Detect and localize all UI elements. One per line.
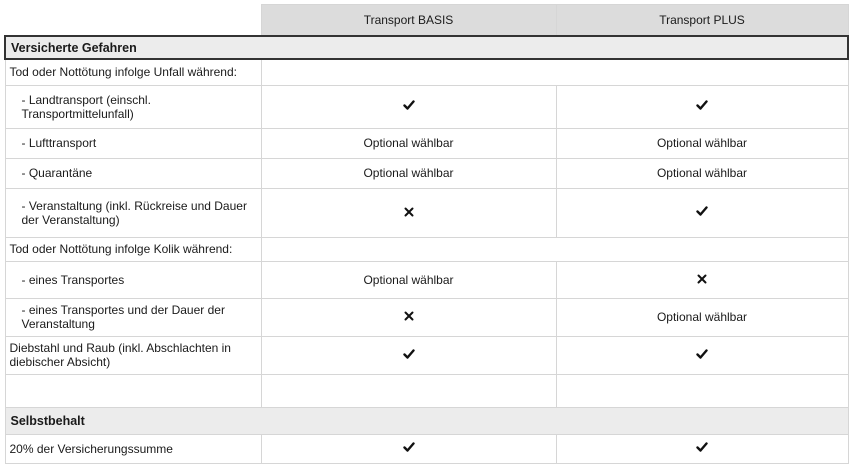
- plus-cell: [556, 261, 848, 298]
- section-title: Selbstbehalt: [5, 407, 848, 434]
- row-label: Diebstahl und Raub (inkl. Abschlachten in diebischer Absicht): [5, 336, 261, 374]
- section-versicherte-gefahren: [5, 36, 848, 59]
- basis-cell: [261, 188, 556, 237]
- check-icon: [696, 205, 708, 217]
- basis-cell: [261, 85, 556, 128]
- empty-cell: [261, 374, 556, 407]
- section-title: Versicherte Gefahren: [5, 36, 848, 59]
- cross-icon: [404, 207, 414, 217]
- plus-cell: Optional wählbar: [556, 128, 848, 158]
- basis-cell: [261, 298, 556, 336]
- group-row-unfall: [5, 59, 848, 85]
- empty-row: [5, 374, 848, 407]
- row-label: - Quarantäne: [5, 158, 261, 188]
- group-label: Tod oder Nottötung infolge Unfall während:: [5, 59, 261, 85]
- basis-cell: [261, 336, 556, 374]
- header-plus: Transport PLUS: [556, 5, 848, 37]
- check-icon: [696, 348, 708, 360]
- check-icon: [403, 99, 415, 111]
- basis-cell: Optional wählbar: [261, 261, 556, 298]
- plus-cell: Optional wählbar: [556, 158, 848, 188]
- plus-cell: [556, 188, 848, 237]
- plus-cell: [556, 434, 848, 463]
- table-row: [5, 434, 848, 463]
- row-label: - Lufttransport: [5, 128, 261, 158]
- table-row: [5, 261, 848, 298]
- table-row: [5, 298, 848, 336]
- cross-icon: [404, 311, 414, 321]
- table-row: [5, 128, 848, 158]
- header-empty-cell: [5, 5, 261, 37]
- row-label: - eines Transportes: [5, 261, 261, 298]
- basis-cell: Optional wählbar: [261, 158, 556, 188]
- check-icon: [403, 348, 415, 360]
- basis-cell: Optional wählbar: [261, 128, 556, 158]
- table-row: [5, 85, 848, 128]
- row-label: - eines Transportes und der Dauer der Veranstaltung: [5, 298, 261, 336]
- group-row-kolik: [5, 237, 848, 261]
- group-empty-cell: [261, 59, 848, 85]
- check-icon: [696, 99, 708, 111]
- row-label: - Landtransport (einschl. Transportmittelunfall): [5, 85, 261, 128]
- plus-cell: [556, 336, 848, 374]
- group-empty-cell: [261, 237, 848, 261]
- table-row: [5, 158, 848, 188]
- section-selbstbehalt: [5, 407, 848, 434]
- comparison-table: [4, 4, 849, 464]
- check-icon: [403, 441, 415, 453]
- basis-cell: [261, 434, 556, 463]
- group-label: Tod oder Nottötung infolge Kolik während:: [5, 237, 261, 261]
- row-label: 20% der Versicherungssumme: [5, 434, 261, 463]
- row-label: - Veranstaltung (inkl. Rückreise und Dauer der Veranstaltung): [5, 188, 261, 237]
- check-icon: [696, 441, 708, 453]
- header-basis: Transport BASIS: [261, 5, 556, 37]
- table-row: [5, 188, 848, 237]
- table-row: [5, 336, 848, 374]
- empty-cell: [5, 374, 261, 407]
- cross-icon: [697, 274, 707, 284]
- empty-cell: [556, 374, 848, 407]
- header-row: [5, 5, 848, 37]
- plus-cell: [556, 85, 848, 128]
- plus-cell: Optional wählbar: [556, 298, 848, 336]
